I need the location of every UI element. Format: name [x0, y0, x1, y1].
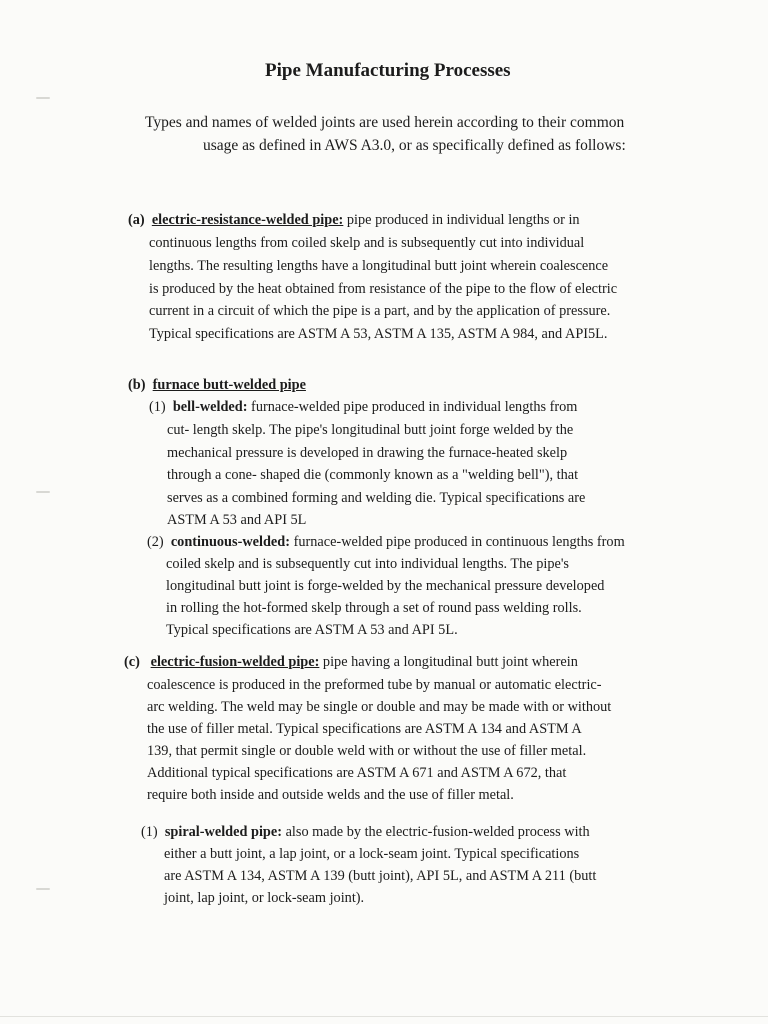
section-b-item-1-first-line — [149, 399, 577, 416]
section-a-line: is produced by the heat obtained from resistance of the pipe to the flow of electric — [149, 281, 618, 297]
section-c-line: Additional typical specifications are ASTM A 671 and ASTM A 672, that — [147, 765, 567, 781]
section-b-item-1-line: mechanical pressure is developed in drawing the furnace-heated skelp — [167, 445, 568, 461]
section-a-first-line — [128, 212, 580, 229]
section-b-item-1-line: cut- length skelp. The pipe's longitudinal butt joint forge welded by the — [167, 422, 574, 438]
section-a-line: current in a circuit of which the pipe is a part, and by the application of pressure. — [149, 303, 611, 319]
section-c-item-1-line: joint, lap joint, or lock-seam joint). — [164, 890, 365, 906]
section-c-marker: (c) — [124, 654, 140, 670]
hole-punch-mark — [36, 97, 50, 99]
section-c-item-1-first-line — [141, 824, 590, 841]
page-title: Pipe Manufacturing Processes — [265, 60, 511, 81]
section-b-item-1-marker: (1) — [149, 399, 166, 415]
section-c-line: pipe having a longitudinal butt joint wherein — [319, 654, 578, 670]
section-c-item-1-line: either a butt joint, a lap joint, or a lock-seam joint. Typical specifications — [164, 846, 580, 862]
section-c-line: arc welding. The weld may be single or double and may be made with or without — [147, 699, 612, 715]
section-b-item-1-line: furnace-welded pipe produced in individual lengths from — [247, 399, 578, 415]
section-c-line: the use of filler metal. Typical specifications are ASTM A 134 and ASTM A — [147, 721, 582, 737]
hole-punch-mark — [36, 888, 50, 890]
section-a-line: continuous lengths from coiled skelp and is subsequently cut into individual — [149, 235, 585, 251]
section-b-item-2-line: furnace-welded pipe produced in continuous lengths from — [290, 534, 625, 550]
section-c-term: electric-fusion-welded pipe: — [150, 654, 320, 670]
section-c-line: 139, that permit single or double weld with or without the use of filler metal. — [147, 743, 587, 759]
section-b-item-2-line: longitudinal butt joint is forge-welded by the mechanical pressure developed — [166, 578, 605, 594]
section-b-heading — [128, 377, 306, 394]
section-c-item-1-term: spiral-welded pipe: — [164, 824, 282, 840]
section-b-item-2-line: in rolling the hot-formed skelp through a set of round pass welding rolls. — [166, 600, 582, 616]
page-edge-line — [0, 1016, 768, 1017]
section-b-item-2-marker: (2) — [147, 534, 164, 550]
section-b-item-1-term: bell-welded: — [172, 399, 248, 415]
section-b-item-2-line: Typical specifications are ASTM A 53 and API 5L. — [166, 622, 458, 638]
section-c-line: require both inside and outside welds and the use of filler metal. — [147, 787, 514, 803]
section-b-item-1-line: through a cone- shaped die (commonly known as a "welding bell"), that — [167, 467, 579, 483]
section-b-item-2-term: continuous-welded: — [170, 534, 290, 550]
intro-line-1: Types and names of welded joints are used herein according to their common — [145, 114, 625, 131]
section-c-item-1-line: are ASTM A 134, ASTM A 139 (butt joint), API 5L, and ASTM A 211 (butt — [164, 868, 597, 884]
section-b-item-2-line: coiled skelp and is subsequently cut into individual lengths. The pipe's — [166, 556, 569, 572]
section-c-line: coalescence is produced in the preformed tube by manual or automatic electric- — [147, 677, 602, 693]
section-b-item-1-line: serves as a combined forming and welding die. Typical specifications are — [167, 490, 586, 506]
section-c-item-1-marker: (1) — [141, 824, 158, 840]
section-c-item-1-line: also made by the electric-fusion-welded process with — [282, 824, 590, 840]
intro-line-2: usage as defined in AWS A3.0, or as specifically defined as follows: — [203, 137, 626, 154]
section-b-term: furnace butt-welded pipe — [152, 377, 306, 393]
hole-punch-mark — [36, 491, 50, 493]
section-b-item-1-line: ASTM A 53 and API 5L — [167, 512, 307, 528]
section-a-term: electric-resistance-welded pipe: — [151, 212, 344, 228]
section-b-marker: (b) — [128, 377, 146, 393]
section-c-first-line — [124, 654, 578, 671]
section-a-line: Typical specifications are ASTM A 53, ASTM A 135, ASTM A 984, and API5L. — [149, 326, 608, 342]
section-b-item-2-first-line — [147, 534, 625, 551]
section-a-marker: (a) — [128, 212, 145, 228]
section-a-line: lengths. The resulting lengths have a longitudinal butt joint wherein coalescence — [149, 258, 609, 274]
section-a-line: pipe produced in individual lengths or in — [343, 212, 580, 228]
